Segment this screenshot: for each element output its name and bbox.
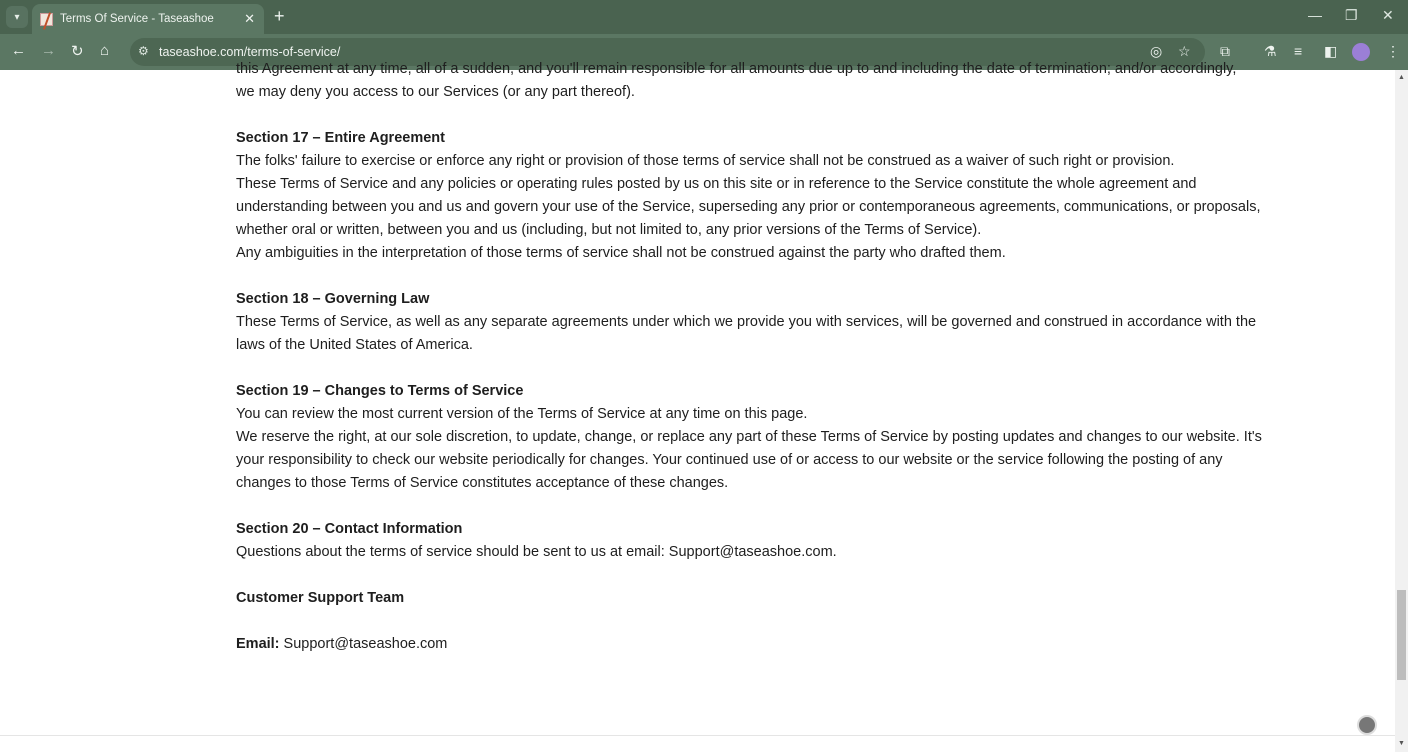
email-link[interactable]: Support@taseashoe.com [283, 636, 448, 652]
section-heading: Section 18 – Governing Law [236, 291, 430, 307]
minimize-button[interactable]: — [1308, 7, 1322, 23]
side-panel-icon[interactable]: ◧ [1324, 43, 1338, 59]
text-line: whether oral or written, between you and us (including, but not limited to, any prior versions of the Terms of Service). [236, 222, 982, 238]
text-line: changes to those Terms of Service constitutes acceptance of these changes. [236, 475, 729, 491]
tab-strip [0, 0, 1408, 34]
text-line: this Agreement at any time, all of a sudden, and you'll remain responsible for all amounts due up to and including the date of termination; and/or accordingly, [236, 61, 1237, 77]
divider [0, 735, 1395, 736]
back-button[interactable]: ← [11, 42, 26, 59]
new-tab-button[interactable]: + [274, 6, 285, 26]
text-line: Questions about the terms of service should be sent to us at email: Support@taseashoe.com. [236, 544, 837, 560]
home-button[interactable]: ⌂ [100, 42, 110, 59]
restore-button[interactable]: ❐ [1345, 7, 1358, 23]
media-control-icon[interactable]: ≡ [1294, 43, 1303, 59]
close-window-button[interactable]: ✕ [1382, 7, 1394, 23]
eye-off-icon[interactable]: ◎ [1150, 43, 1163, 59]
section-20 [236, 518, 1386, 564]
forward-button[interactable]: → [41, 42, 56, 59]
scrollbar[interactable] [1395, 70, 1408, 752]
text-line: These Terms of Service and any policies or operating rules posted by us on this site or in reference to the Service constitute the whole agreement and [236, 176, 1197, 192]
section-17 [236, 127, 1386, 265]
support-team [236, 587, 1386, 610]
section-heading: Section 20 – Contact Information [236, 521, 463, 537]
scroll-up-icon[interactable]: ▲ [1398, 74, 1405, 81]
accessibility-widget-icon[interactable] [1357, 715, 1377, 735]
text-line: laws of the United States of America. [236, 337, 473, 353]
url-text[interactable]: taseashoe.com/terms-of-service/ [159, 45, 341, 59]
reload-button[interactable]: ↻ [71, 43, 84, 60]
support-email [236, 633, 1386, 656]
site-favicon-icon [40, 13, 53, 26]
text-line: understanding between you and us and govern your use of the Service, superseding any prior or contemporaneous agreements, communications, or proposals, [236, 199, 1261, 215]
terms-document [236, 58, 1386, 679]
tab-active[interactable] [32, 4, 264, 34]
text-line: You can review the most current version of the Terms of Service at any time on this page. [236, 406, 808, 422]
text-line: These Terms of Service, as well as any separate agreements under which we provide you with services, will be governed and construed in accordance with the [236, 314, 1257, 330]
text-line: Any ambiguities in the interpretation of those terms of service shall not be construed against the party who drafted them. [236, 245, 1006, 261]
section-heading: Section 19 – Changes to Terms of Service [236, 383, 524, 399]
text-line: your responsibility to check our website periodically for changes. Your continued use of or access to our website or the service following the posting of any [236, 452, 1223, 468]
text-line: We reserve the right, at our sole discretion, to update, change, or replace any part of these Terms of Service by posting updates and changes to our website. It's [236, 429, 1262, 445]
close-tab-icon[interactable]: ✕ [244, 11, 255, 26]
site-info-icon[interactable]: ⚙ [138, 44, 149, 58]
bookmark-star-icon[interactable]: ☆ [1178, 43, 1191, 59]
paragraph-termination [236, 58, 1386, 104]
tab-search-button[interactable]: ▾ [6, 6, 28, 28]
email-label: Email: [236, 636, 280, 652]
section-18 [236, 288, 1386, 357]
scroll-down-icon[interactable]: ▼ [1398, 740, 1405, 747]
scrollbar-thumb[interactable] [1397, 590, 1406, 680]
support-team-label: Customer Support Team [236, 590, 405, 606]
page-content [0, 61, 1395, 735]
tab-title: Terms Of Service - Taseashoe [60, 13, 214, 25]
extensions-icon[interactable]: ⧉ [1220, 43, 1230, 59]
labs-flask-icon[interactable]: ⚗ [1264, 43, 1277, 59]
section-heading: Section 17 – Entire Agreement [236, 130, 445, 146]
text-line: The folks' failure to exercise or enforce any right or provision of those terms of service shall not be construed as a waiver of such right or provision. [236, 153, 1175, 169]
text-line: we may deny you access to our Services (or any part thereof). [236, 84, 635, 100]
menu-icon[interactable]: ⋮ [1386, 43, 1400, 59]
section-19 [236, 380, 1386, 495]
